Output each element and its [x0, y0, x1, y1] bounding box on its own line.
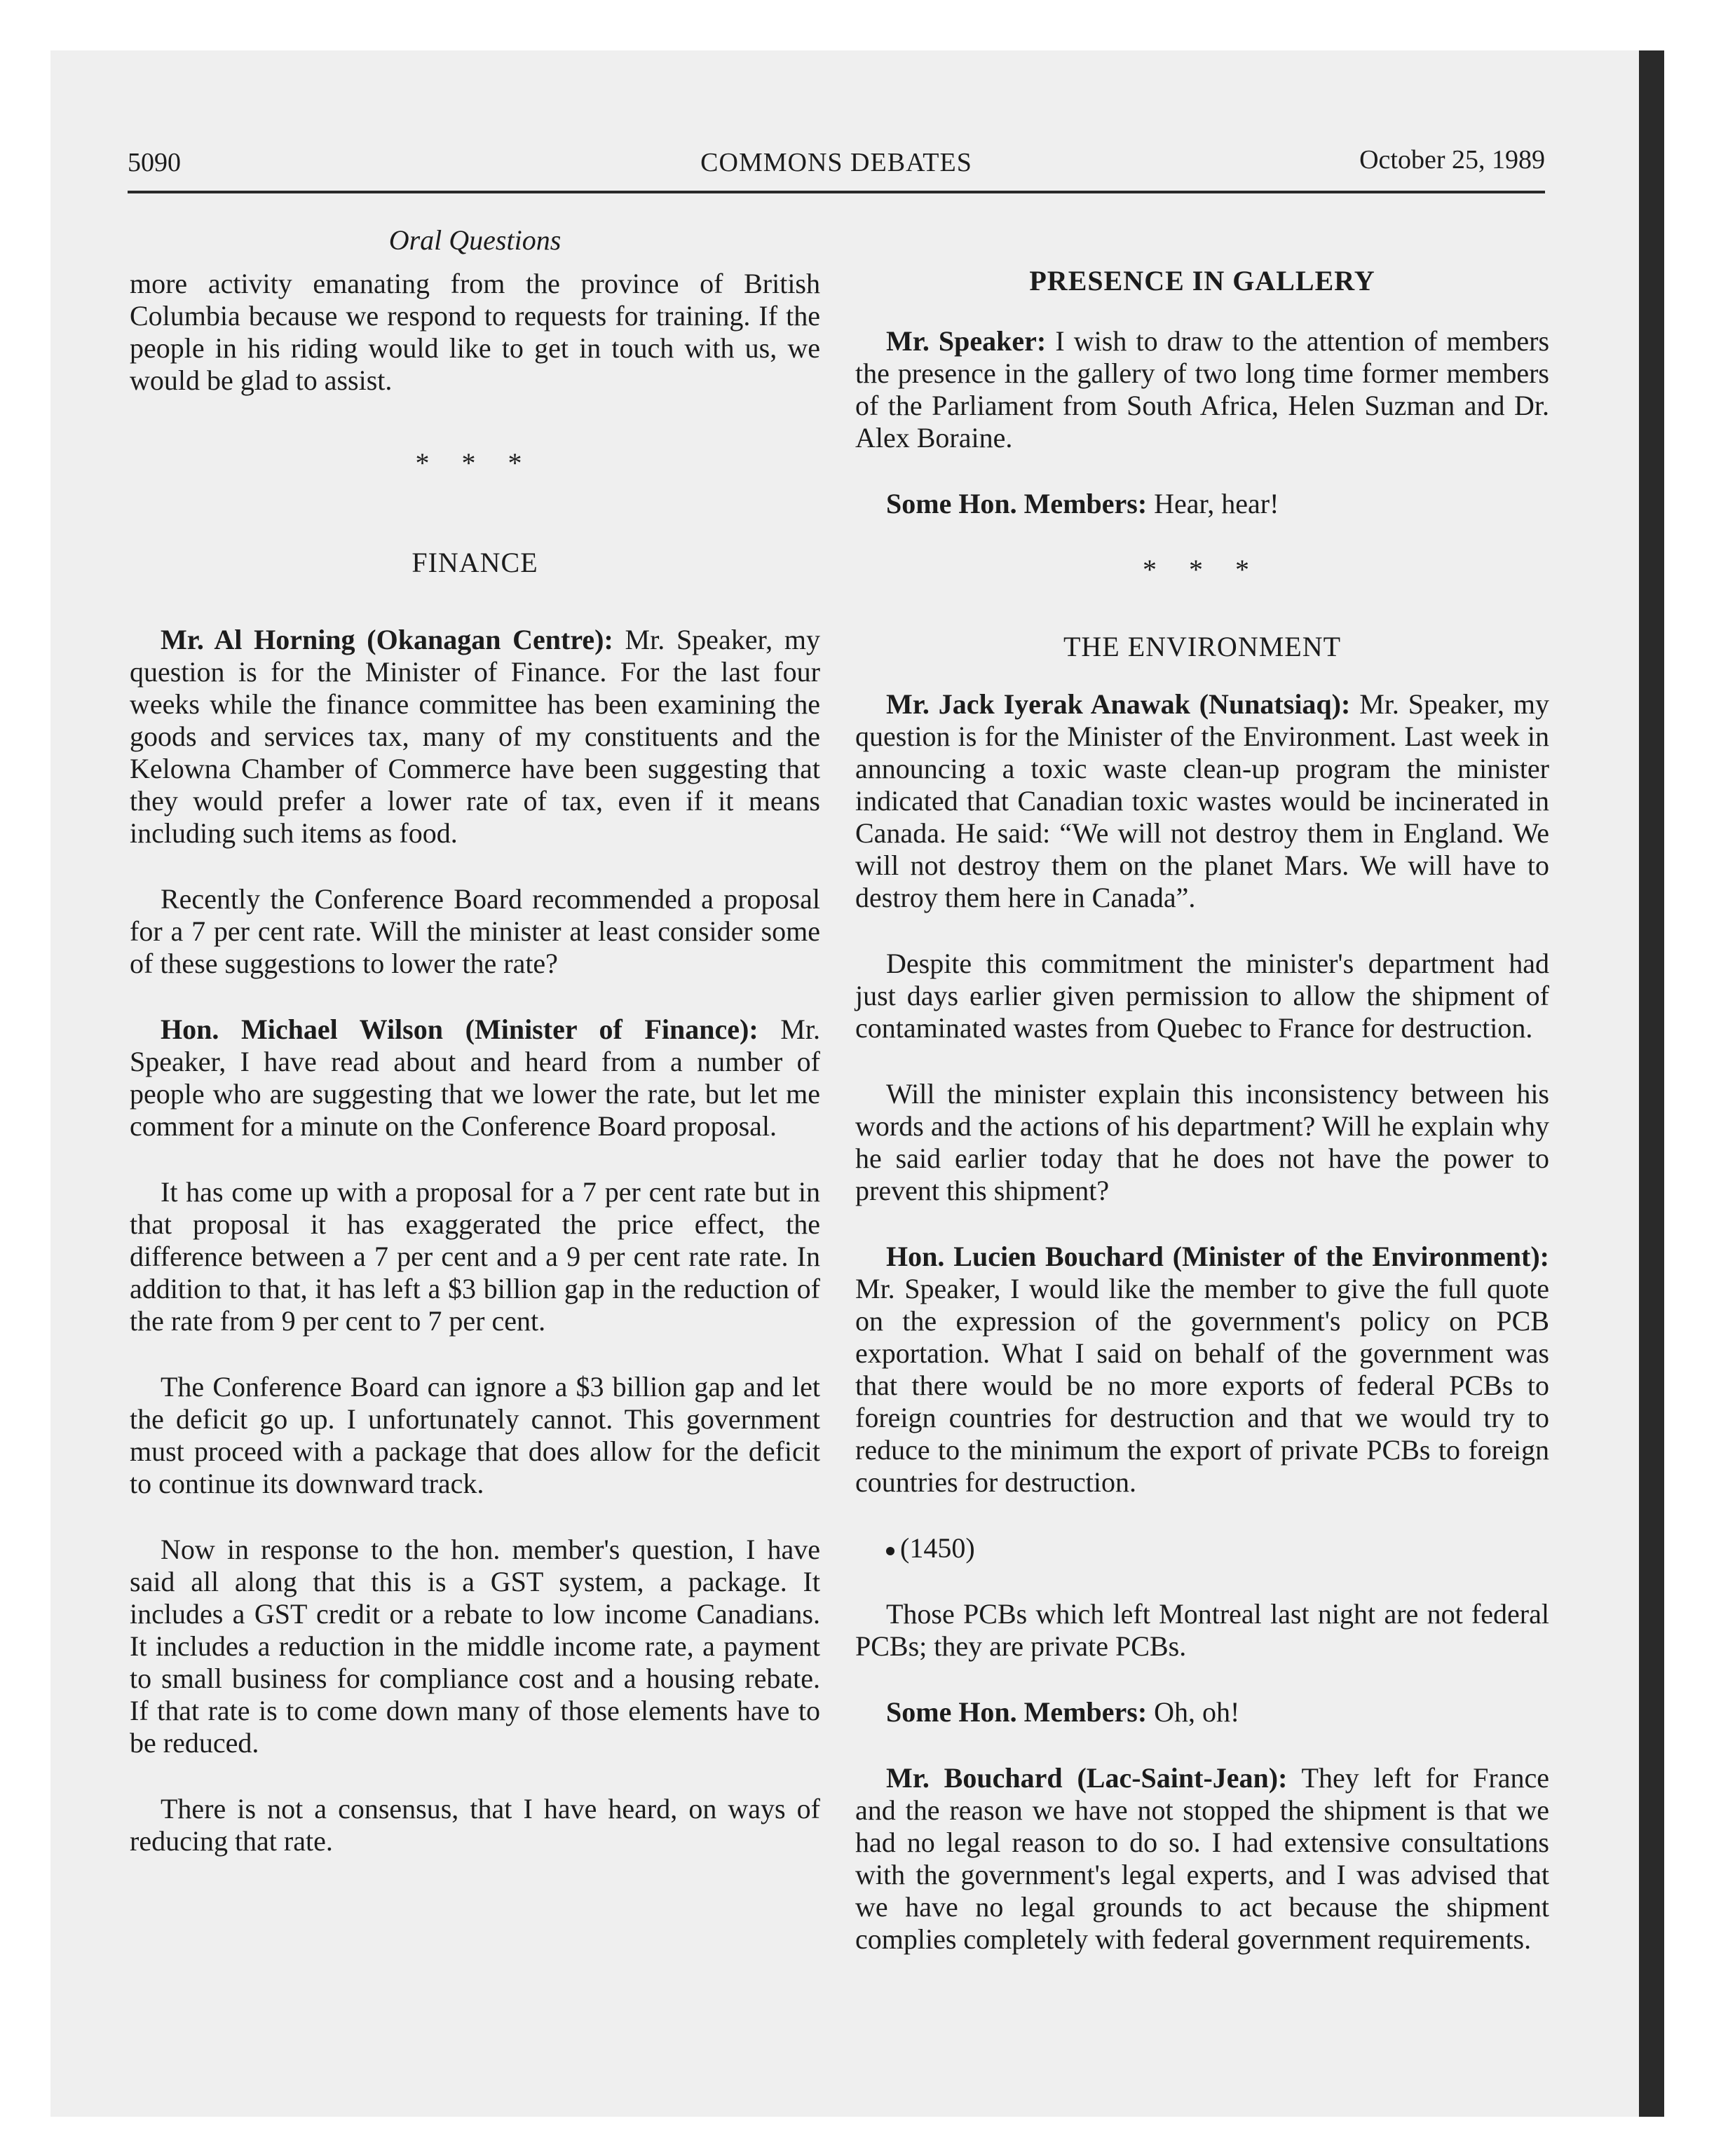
paragraph: Recently the Conference Board recommended a proposal for a 7 per cent rate. Will the minister at least consider some of these suggestions to lower the rate?	[130, 883, 820, 979]
section-separator: * * *	[1143, 554, 1262, 585]
speaker-name: Mr. Jack Iyerak Anawak (Nunatsiaq):	[886, 688, 1351, 720]
bullet-icon	[886, 1547, 894, 1555]
speaker-name: Mr. Speaker:	[886, 325, 1047, 357]
paragraph	[855, 325, 1549, 454]
paragraph: Now in response to the hon. member's question, I have said all along that this is a GST system, a package. It includes a GST credit or a rebate to low income Canadians. It includes a reduction in the middle income rate, a payment to small business for compliance cost and a housing rebate. If that rate is to come down many of those elements have to be reduced.	[130, 1534, 820, 1759]
page-date: October 25, 1989	[1359, 145, 1545, 175]
section-separator: * * *	[415, 447, 535, 479]
right-column	[855, 265, 1549, 1989]
paragraph: The Conference Board can ignore a $3 billion gap and let the deficit go up. I unfortunately cannot. This government must proceed with a package that does allow for the deficit to continue its downward track.	[130, 1371, 820, 1499]
section-subheading: Oral Questions	[388, 224, 562, 256]
speech-text: Mr. Speaker, my question is for the Minister of Finance. For the last four weeks while the finance committee has been examining the goods and services tax, many of my constituents and the Kelowna Chamber of Commerce have been suggesting that they would prefer a lower rate of tax, even if it means including such items as food.	[130, 624, 821, 849]
paragraph: Will the minister explain this inconsistency between his words and the actions of his department? Will he explain why he said earlier today that he does not have the power to prevent this shipment?	[855, 1078, 1549, 1206]
paragraph	[130, 1014, 820, 1142]
binding-edge	[1639, 50, 1664, 2117]
speaker-name: Some Hon. Members:	[886, 1696, 1148, 1728]
left-column	[130, 210, 820, 1891]
paragraph	[855, 1241, 1549, 1499]
speech-text: Mr. Speaker, I have read about and heard from a number of people who are suggesting that we lower the rate, but let me comment for a minute on the Conference Board proposal.	[130, 1014, 820, 1142]
paragraph	[855, 1696, 1549, 1728]
paragraph	[855, 688, 1549, 914]
speaker-name: Hon. Michael Wilson (Minister of Finance):	[161, 1014, 758, 1045]
speech-text: Mr. Speaker, I would like the member to give the full quote on the expression of the government's policy on PCB exportation. What I said on behalf of the government was that there would be no more exports of federal PCBs to foreign countries for destruction and that we would try to reduce to the minimum the export of private PCBs to foreign countries for destruction.	[855, 1273, 1549, 1498]
paragraph: more activity emanating from the province of British Columbia because we respond to requests for training. If the people in his riding would like to get in touch with us, we would be glad to assist.	[130, 268, 820, 396]
speech-text: Mr. Speaker, my question is for the Minister of the Environment. Last week in announcing a toxic waste clean-up program the minister indicated that Canadian toxic wastes would be incinerated in Canada. He said: “We will not destroy them in England. We will not destroy them on the planet Mars. We will have to destroy them here in Canada”.	[855, 688, 1549, 913]
time-stamp: (1450)	[900, 1532, 975, 1564]
paragraph: Those PCBs which left Montreal last night are not federal PCBs; they are private PCBs.	[855, 1598, 1549, 1662]
speaker-name: Mr. Bouchard (Lac-Saint-Jean):	[886, 1762, 1288, 1794]
paragraph	[855, 1762, 1549, 1956]
section-heading-environment: THE ENVIRONMENT	[1063, 631, 1342, 662]
section-heading-gallery: PRESENCE IN GALLERY	[1029, 265, 1375, 296]
paragraph	[130, 624, 820, 850]
publication-title: COMMONS DEBATES	[700, 148, 972, 177]
paragraph: It has come up with a proposal for a 7 per cent rate but in that proposal it has exaggerated the price effect, the difference between a 7 per cent and a 9 per cent rate rate. In addition to that, it has left a $3 billion gap in the reduction of the rate from 9 per cent to 7 per cent.	[130, 1176, 820, 1337]
paragraph	[855, 488, 1549, 520]
paragraph: Despite this commitment the minister's department had just days earlier given permission to allow the shipment of contaminated wastes from Quebec to France for destruction.	[855, 948, 1549, 1044]
speaker-name: Hon. Lucien Bouchard (Minister of the Environment):	[886, 1241, 1549, 1272]
page-number: 5090	[128, 148, 181, 177]
time-marker	[855, 1532, 1549, 1564]
speaker-name: Some Hon. Members:	[886, 488, 1148, 519]
speech-text: They left for France and the reason we have not stopped the shipment is that we had no legal reason to do so. I had extensive consultations with the government's legal experts, and I was advised that we have no legal grounds to act because the shipment complies completely with federal government requirements.	[855, 1762, 1549, 1955]
section-heading-finance: FINANCE	[411, 547, 538, 578]
page-header	[128, 142, 1545, 193]
paragraph: There is not a consensus, that I have heard, on ways of reducing that rate.	[130, 1793, 820, 1857]
speaker-name: Mr. Al Horning (Okanagan Centre):	[161, 624, 613, 655]
speech-text: Hear, hear!	[1147, 488, 1279, 519]
speech-text: I wish to draw to the attention of members the presence in the gallery of two long time former members of the Parliament from South Africa, Helen Suzman and Dr. Alex Boraine.	[855, 325, 1550, 453]
speech-text: Oh, oh!	[1147, 1696, 1240, 1728]
